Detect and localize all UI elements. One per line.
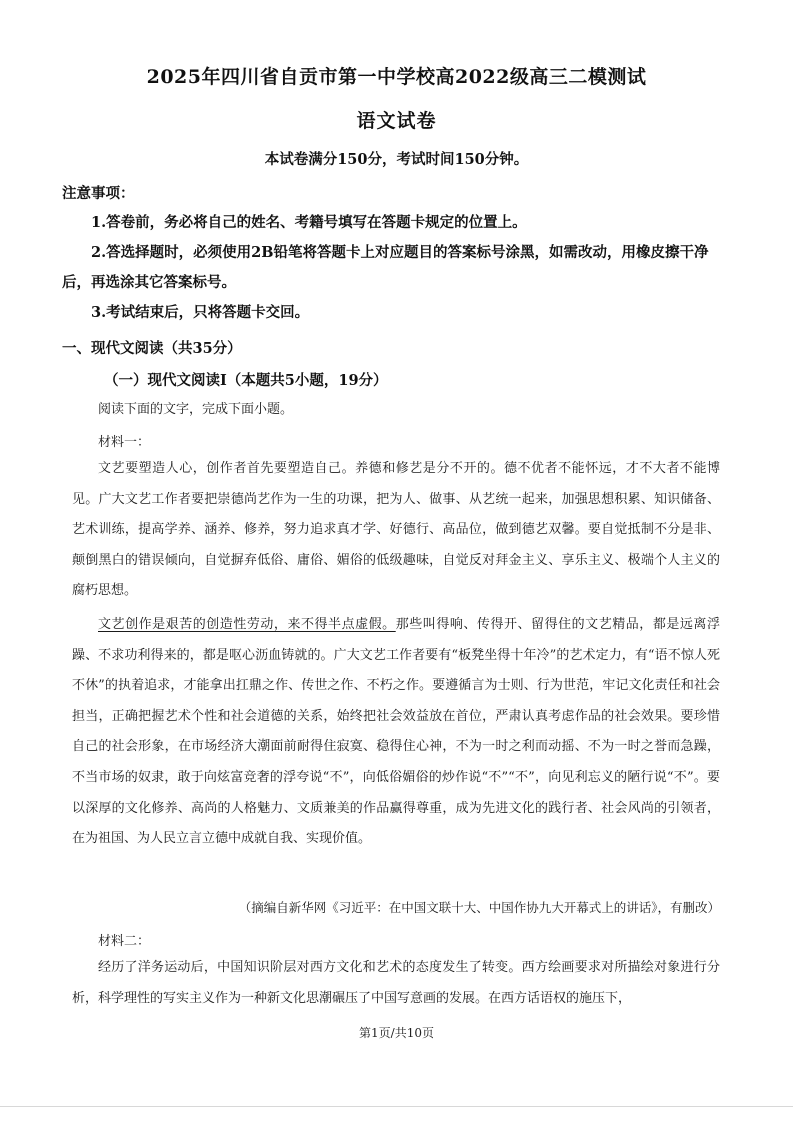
section-heading: 一、现代文阅读（共35分） xyxy=(62,340,242,357)
material1-paragraph xyxy=(72,610,720,855)
material1-paragraph xyxy=(72,454,720,607)
page-divider xyxy=(0,1106,793,1107)
notice-item-wrap xyxy=(62,238,722,298)
instruction-text: 阅读下面的文字，完成下面小题。 xyxy=(98,402,294,417)
notice-item: 1.答卷前，务必将自己的姓名、考籍号填写在答题卡规定的位置上。 xyxy=(91,214,527,231)
notice-item: 3.考试结束后，只将答题卡交回。 xyxy=(91,304,310,321)
notice-heading: 注意事项： xyxy=(62,185,135,202)
paragraph-text xyxy=(72,610,720,855)
notice-item: 2.答选择题时，必须使用2B铅笔将答题卡上对应题目的答案标号涂黑，如需改动，用橡皮擦干净后，再选涂其它答案标号。 xyxy=(62,244,709,291)
paragraph-rest: 那些叫得响、传得开、留得住的文艺精品，都是远离浮躁、不求功利得来的，都是呕心沥血铸就的。广大文艺工作者要有“板凳坐得十年冷”的艺术定力，有“语不惊人死不休”的执着追求，才能拿出扛鼎之作、传世之作、不朽之作。要遵循言为士则、行为世范，牢记文化责任和社会担当，正确把握艺术个性和社会道德的关系，始终把社会效益放在首位，严肃认真考虑作品的社会效果。要珍惜自己的社会形象，在市场经济大潮面前耐得住寂寞、稳得住心神，不为一时之利而动摇、不为一时之誉而急躁，不当市场的奴隶，敢于向炫富竞奢的浮夸说“不”，向低俗媚俗的炒作说“不”“不”，向见利忘义的陋行说“不”。要以深厚的文化修养、高尚的人格魅力、文质兼美的作品赢得尊重，成为先进文化的践行者、社会风尚的引领者，在为祖国、为人民立言立德中成就自我、实现价值。 xyxy=(72,617,720,847)
material1-source: （摘编自新华网《习近平：在中国文联十大、中国作协九大开幕式上的讲话》，有删改） xyxy=(238,900,720,915)
notice-item-wrap xyxy=(62,298,722,328)
material1-label: 材料一： xyxy=(98,435,151,450)
paragraph-text: 文艺要塑造人心，创作者首先要塑造自己。养德和修艺是分不开的。德不优者不能怀远，才不大者不能博见。广大文艺工作者要把崇德尚艺作为一生的功课，把为人、做事、从艺统一起来，加强思想积累、知识储备、艺术训练，提高学养、涵养、修养，努力追求真才学、好德行、高品位，做到德艺双馨。要自觉抵制不分是非、颠倒黑白的错误倾向，自觉摒弃低俗、庸俗、媚俗的低级趣味，自觉反对拜金主义、享乐主义、极端个人主义的腐朽思想。 xyxy=(72,461,720,599)
exam-title: 2025年四川省自贡市第一中学校高2022级高三二模测试 xyxy=(146,66,647,88)
subsection-heading: （一）现代文阅读Ⅰ（本题共5小题，19分） xyxy=(104,372,388,389)
paragraph-text: 经历了洋务运动后，中国知识阶层对西方文化和艺术的态度发生了转变。西方绘画要求对所描绘对象进行分析，科学理性的写实主义作为一种新文化思潮碾压了中国写意画的发展。在西方话语权的施压下， xyxy=(72,960,720,1006)
page-number: 第1页/共10页 xyxy=(359,1026,434,1040)
exam-subject: 语文试卷 xyxy=(356,110,437,132)
material2-label: 材料二： xyxy=(98,934,151,949)
notice-list xyxy=(62,208,722,238)
exam-info: 本试卷满分150分，考试时间150分钟。 xyxy=(264,151,529,168)
underlined-sentence: 文艺创作是艰苦的创造性劳动，来不得半点虚假。 xyxy=(98,617,396,632)
material2-paragraph xyxy=(72,953,720,1014)
